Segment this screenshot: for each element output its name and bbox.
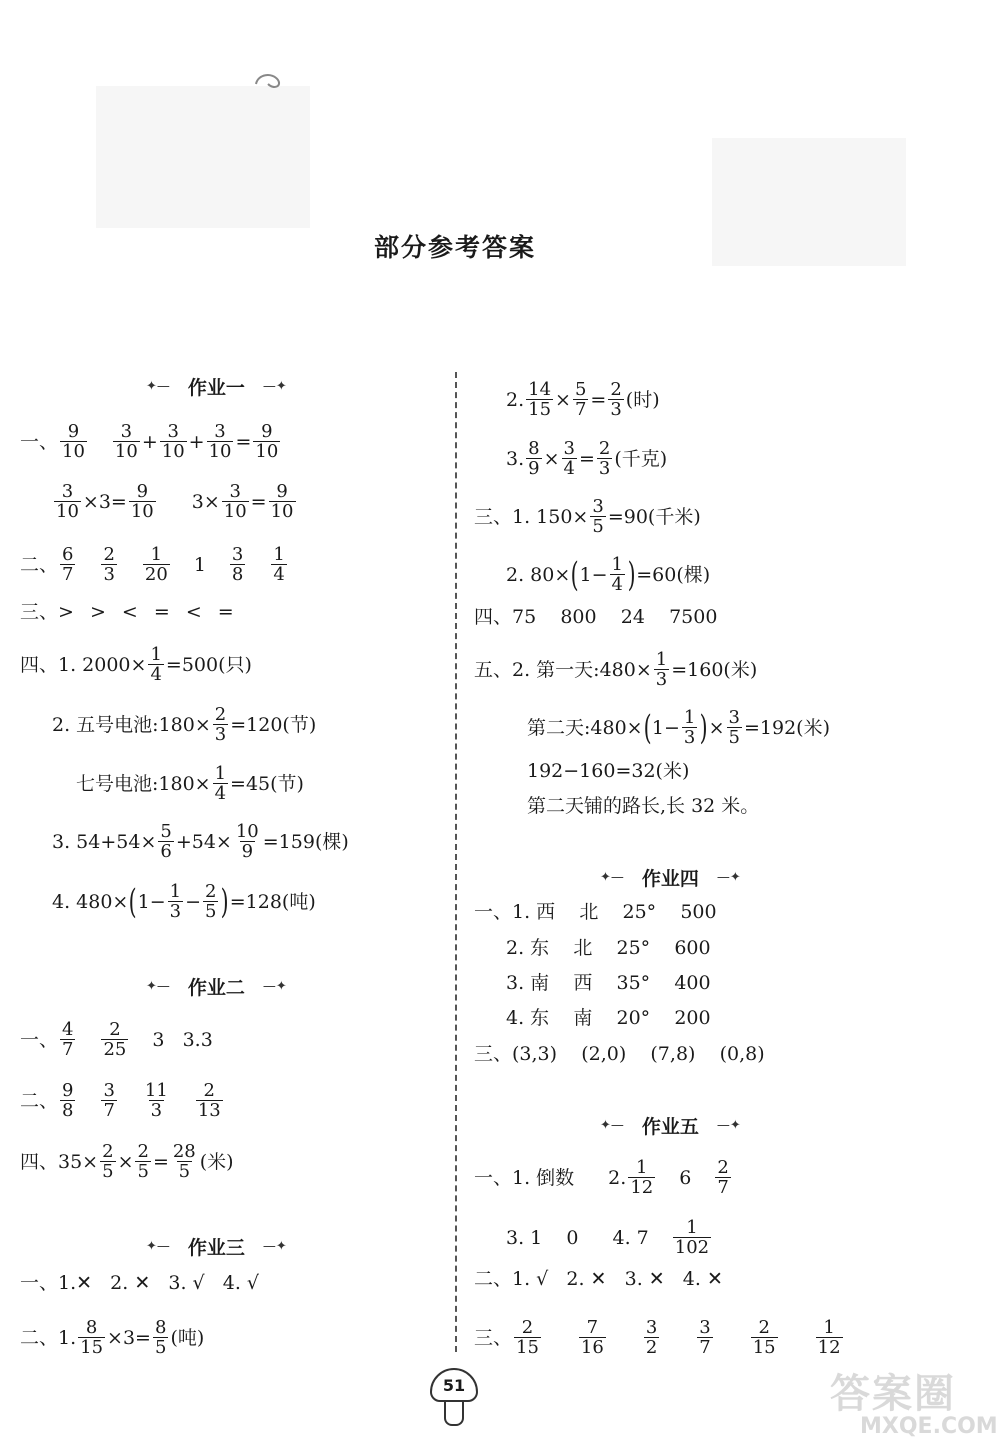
answer-line bbox=[52, 705, 316, 744]
fraction bbox=[213, 764, 228, 803]
denominator: 4 bbox=[214, 783, 227, 804]
expression-text: =45(节) bbox=[230, 772, 304, 795]
answer-line bbox=[474, 1158, 733, 1197]
label: 二、 bbox=[20, 1089, 59, 1112]
ornament-icon: ✦— bbox=[600, 1118, 624, 1133]
expression-text: = bbox=[152, 1150, 169, 1173]
numerator: 4 bbox=[62, 1019, 74, 1040]
denominator: 3 bbox=[610, 399, 622, 420]
fraction bbox=[816, 1318, 843, 1357]
paren-close: ) bbox=[221, 881, 230, 922]
numerator: 3 bbox=[229, 481, 241, 502]
denominator: 10 bbox=[130, 501, 154, 522]
answer-line: 第二天铺的路长,长 32 米。 bbox=[527, 795, 760, 817]
numerator: 8 bbox=[528, 438, 540, 459]
fraction bbox=[514, 1318, 541, 1357]
answer-line bbox=[20, 545, 289, 584]
fraction bbox=[590, 497, 605, 536]
fraction bbox=[78, 1318, 105, 1357]
denominator: 3 bbox=[103, 564, 115, 585]
fraction bbox=[100, 1142, 115, 1181]
fraction bbox=[203, 882, 218, 921]
fraction bbox=[234, 822, 261, 861]
watermark-domain: MXQE.COM bbox=[860, 1414, 998, 1439]
fraction bbox=[597, 439, 612, 478]
denominator: 5 bbox=[102, 1161, 114, 1182]
operator: 3× bbox=[191, 490, 220, 513]
answer-line bbox=[20, 1142, 234, 1181]
expression-text: × bbox=[543, 447, 560, 470]
fraction bbox=[573, 380, 588, 419]
denominator: 6 bbox=[160, 841, 172, 862]
answer-line bbox=[506, 439, 667, 478]
value: 1 bbox=[193, 553, 206, 576]
expression-text: =160(米) bbox=[671, 658, 758, 681]
unit: (千克) bbox=[614, 447, 668, 470]
denominator: 15 bbox=[516, 1337, 539, 1358]
fraction bbox=[253, 422, 280, 461]
numerator: 2 bbox=[203, 1080, 215, 1101]
answer-line bbox=[474, 650, 757, 689]
numerator: 3 bbox=[214, 421, 226, 442]
fraction bbox=[101, 1020, 128, 1059]
denominator: 10 bbox=[270, 501, 294, 522]
numerator: 14 bbox=[528, 379, 552, 400]
fraction bbox=[129, 482, 156, 521]
paren-open: ( bbox=[129, 881, 137, 922]
answer-line bbox=[20, 1020, 213, 1059]
numerator: 1 bbox=[214, 763, 227, 784]
fraction bbox=[171, 1142, 198, 1181]
label: 二、 bbox=[20, 553, 59, 576]
numerator: 1 bbox=[273, 544, 285, 565]
paren-open: ( bbox=[570, 554, 579, 595]
denominator: 8 bbox=[231, 564, 244, 585]
expression-text: (米) bbox=[199, 1150, 234, 1173]
denominator: 5 bbox=[178, 1161, 191, 1182]
answer-line bbox=[20, 1318, 204, 1357]
denominator: 10 bbox=[208, 441, 232, 462]
denominator: 4 bbox=[611, 574, 623, 595]
section-title: 作业五 bbox=[641, 1116, 699, 1138]
denominator: 3 bbox=[655, 669, 668, 690]
numerator: 7 bbox=[586, 1317, 599, 1338]
ornament-icon: —✦ bbox=[262, 979, 287, 994]
fraction bbox=[135, 1142, 150, 1181]
expression-text: =159(棵) bbox=[262, 830, 349, 853]
answer-line: 四、75 800 24 7500 bbox=[474, 606, 718, 628]
denominator: 5 bbox=[728, 727, 740, 748]
numerator: 3 bbox=[728, 707, 740, 728]
ornament-icon: —✦ bbox=[262, 1239, 287, 1254]
fraction bbox=[148, 645, 163, 684]
denominator: 20 bbox=[144, 564, 168, 585]
fraction bbox=[230, 545, 245, 584]
denominator: 10 bbox=[161, 441, 185, 462]
expression-text: 一、1. 倒数 bbox=[474, 1166, 575, 1189]
denominator: 9 bbox=[528, 458, 540, 479]
numerator: 1 bbox=[611, 554, 623, 575]
fraction bbox=[113, 422, 140, 461]
expression-text: ×3= bbox=[107, 1326, 151, 1349]
numerator: 10 bbox=[235, 821, 259, 842]
denominator: 5 bbox=[592, 516, 604, 537]
expression-text: =128(吨) bbox=[229, 890, 316, 913]
numerator: 3 bbox=[645, 1317, 658, 1338]
denominator: 10 bbox=[114, 441, 138, 462]
expression-text: × bbox=[117, 1150, 134, 1173]
numerator: 1 bbox=[655, 649, 668, 670]
numerator: 9 bbox=[67, 421, 80, 442]
answer-line bbox=[20, 645, 252, 684]
denominator: 2 bbox=[645, 1337, 658, 1358]
expression-text: =500(只) bbox=[165, 653, 252, 676]
expression-text: 七号电池:180× bbox=[76, 772, 211, 795]
denominator: 7 bbox=[699, 1337, 711, 1358]
expression-text: 二、1. bbox=[20, 1326, 77, 1349]
fraction bbox=[168, 882, 183, 921]
denominator: 3 bbox=[598, 458, 611, 479]
numerator: 2 bbox=[102, 1141, 114, 1162]
answer-line bbox=[474, 1318, 845, 1357]
section-heading bbox=[146, 373, 287, 400]
expression-text: 4. 480× bbox=[52, 890, 129, 913]
label: 三、 bbox=[474, 1326, 513, 1349]
expression-text: × bbox=[708, 716, 725, 739]
denominator: 4 bbox=[150, 664, 162, 685]
denominator: 12 bbox=[630, 1177, 654, 1198]
numerator: 11 bbox=[144, 1080, 168, 1101]
denominator: 9 bbox=[241, 841, 254, 862]
expression-text: × bbox=[555, 388, 571, 411]
denominator: 7 bbox=[62, 1039, 74, 1060]
expression-text: 1− bbox=[651, 716, 680, 739]
denominator: 25 bbox=[103, 1039, 127, 1060]
numerator: 6 bbox=[62, 544, 74, 565]
unit: (时) bbox=[625, 388, 660, 411]
operator: + bbox=[188, 430, 205, 453]
ornament-icon: ✦— bbox=[146, 379, 170, 394]
numerator: 3 bbox=[699, 1317, 711, 1338]
expression-text: 2. 80× bbox=[506, 563, 571, 586]
answer-line bbox=[20, 1081, 225, 1120]
fraction bbox=[143, 1081, 170, 1120]
denominator: 3 bbox=[683, 727, 696, 748]
denominator: 15 bbox=[752, 1337, 776, 1358]
denominator: 10 bbox=[255, 441, 279, 462]
expression-text: 3. 1 0 bbox=[506, 1226, 579, 1249]
fraction bbox=[271, 545, 286, 584]
fraction bbox=[101, 545, 116, 584]
fraction bbox=[196, 1081, 223, 1120]
section-title: 作业二 bbox=[187, 977, 245, 999]
fraction bbox=[751, 1318, 778, 1357]
numerator: 9 bbox=[261, 421, 273, 442]
expression-text: 五、2. 第一天:480× bbox=[474, 658, 652, 681]
answer-line: 二、1. √ 2. ✕ 3. ✕ 4. ✕ bbox=[474, 1268, 723, 1290]
fraction bbox=[526, 439, 541, 478]
numerator: 1 bbox=[150, 544, 163, 565]
fraction bbox=[673, 1218, 711, 1257]
answer-line: 2. 东 北 25° 600 bbox=[506, 937, 711, 959]
numerator: 2 bbox=[109, 1019, 121, 1040]
denominator: 4 bbox=[563, 458, 575, 479]
fraction bbox=[60, 1020, 75, 1059]
denominator: 3 bbox=[150, 1100, 163, 1121]
numerator: 1 bbox=[686, 1217, 698, 1238]
denominator: 3 bbox=[169, 901, 182, 922]
section-title: 作业四 bbox=[641, 868, 699, 890]
section-heading bbox=[600, 1112, 741, 1139]
expression-text: 2. 五号电池:180× bbox=[52, 713, 211, 736]
numerator: 2 bbox=[758, 1317, 770, 1338]
numerator: 3 bbox=[231, 544, 244, 565]
denominator: 8 bbox=[62, 1100, 74, 1121]
numerator: 2 bbox=[717, 1157, 729, 1178]
numerator: 2 bbox=[610, 379, 622, 400]
section-heading bbox=[146, 973, 287, 1000]
operator: + bbox=[141, 430, 158, 453]
expression-text: =192(米) bbox=[743, 716, 830, 739]
fraction bbox=[60, 545, 75, 584]
expression-text: 6 bbox=[679, 1166, 692, 1189]
expression-text: 第二天:480× bbox=[527, 716, 643, 739]
denominator: 5 bbox=[154, 1337, 167, 1358]
numerator: 9 bbox=[136, 481, 149, 502]
fraction bbox=[562, 439, 577, 478]
numerator: 1 bbox=[823, 1317, 835, 1338]
fraction bbox=[727, 708, 742, 747]
paren-close: ) bbox=[699, 707, 708, 748]
answer-line bbox=[506, 380, 660, 419]
denominator: 5 bbox=[137, 1161, 149, 1182]
numerator: 28 bbox=[172, 1141, 196, 1162]
expression-text: 1− bbox=[137, 890, 166, 913]
ornament-icon: ✦— bbox=[146, 1239, 170, 1254]
denominator: 3 bbox=[214, 724, 227, 745]
numerator: 3 bbox=[103, 1080, 115, 1101]
answer-line: 192−160=32(米) bbox=[527, 760, 690, 782]
denominator: 13 bbox=[197, 1100, 221, 1121]
numerator: 8 bbox=[85, 1317, 98, 1338]
numerator: 2 bbox=[205, 881, 217, 902]
denominator: 102 bbox=[674, 1237, 710, 1258]
expression-text: 1− bbox=[579, 563, 608, 586]
answer-line bbox=[506, 555, 710, 594]
operator: ×3= bbox=[82, 490, 127, 513]
section-title: 作业一 bbox=[187, 377, 245, 399]
answer-line bbox=[506, 1218, 713, 1257]
denominator: 7 bbox=[574, 399, 587, 420]
ornament-icon: —✦ bbox=[716, 1118, 741, 1133]
numerator: 2 bbox=[598, 438, 611, 459]
watermark-logo: 答案圈 bbox=[830, 1371, 956, 1417]
fraction bbox=[697, 1318, 712, 1357]
expression-text: 3. 54+54× bbox=[52, 830, 157, 853]
section-title: 作业三 bbox=[187, 1237, 245, 1259]
numerator: 2 bbox=[137, 1141, 149, 1162]
fraction bbox=[60, 1081, 75, 1120]
answer-line: 4. 东 南 20° 200 bbox=[506, 1007, 711, 1029]
section-heading bbox=[146, 1233, 287, 1260]
expression-text: 2. bbox=[506, 388, 525, 411]
expression-text: =120(节) bbox=[230, 713, 317, 736]
answer-line bbox=[76, 764, 304, 803]
answer-line bbox=[527, 708, 830, 747]
expression-text: 四、35× bbox=[20, 1150, 99, 1173]
numerator: 1 bbox=[169, 881, 182, 902]
expression-text: (吨) bbox=[170, 1326, 205, 1349]
denominator: 7 bbox=[62, 564, 74, 585]
page-number-badge bbox=[430, 1368, 478, 1430]
fraction bbox=[213, 705, 228, 744]
expression-text: = bbox=[578, 447, 595, 470]
denominator: 7 bbox=[103, 1100, 115, 1121]
denominator: 15 bbox=[528, 399, 552, 420]
expression-text: =90(千米) bbox=[607, 505, 701, 528]
fraction bbox=[715, 1158, 730, 1197]
fraction bbox=[222, 482, 249, 521]
numerator: 2 bbox=[521, 1317, 534, 1338]
numerator: 3 bbox=[563, 438, 575, 459]
answer-line: 一、1. 西 北 25° 500 bbox=[474, 901, 717, 923]
answer-line bbox=[20, 422, 282, 461]
numerator: 8 bbox=[154, 1317, 167, 1338]
answer-line: 三、> > < = < = bbox=[20, 601, 234, 623]
paren-open: ( bbox=[643, 707, 652, 748]
answer-line: 3. 南 西 35° 400 bbox=[506, 972, 711, 994]
label: 一、 bbox=[20, 430, 59, 453]
denominator: 15 bbox=[80, 1337, 104, 1358]
numerator: 1 bbox=[683, 707, 696, 728]
denominator: 10 bbox=[62, 441, 85, 462]
fraction bbox=[60, 422, 87, 461]
operator: = bbox=[250, 490, 267, 513]
fraction bbox=[269, 482, 296, 521]
section-heading bbox=[600, 864, 741, 891]
numerator: 2 bbox=[103, 544, 115, 565]
denominator: 7 bbox=[717, 1177, 729, 1198]
page-number: 51 bbox=[430, 1368, 478, 1402]
numerator: 3 bbox=[61, 481, 74, 502]
fraction bbox=[207, 422, 234, 461]
answer-line bbox=[52, 482, 298, 521]
fraction bbox=[608, 380, 623, 419]
fraction bbox=[101, 1081, 116, 1120]
expression-text: 3. bbox=[506, 447, 525, 470]
mushroom-stem-icon bbox=[444, 1400, 464, 1426]
ornament-icon: ✦— bbox=[600, 870, 624, 885]
fraction bbox=[526, 380, 553, 419]
numerator: 3 bbox=[120, 421, 133, 442]
numerator: 2 bbox=[214, 704, 227, 725]
expression-text: 4. 7 bbox=[612, 1226, 649, 1249]
scan-artifact bbox=[96, 86, 310, 228]
numerator: 9 bbox=[62, 1080, 74, 1101]
expression-text: 四、1. 2000× bbox=[20, 653, 147, 676]
numerator: 5 bbox=[160, 821, 172, 842]
ornament-icon: —✦ bbox=[716, 870, 741, 885]
column-divider bbox=[455, 372, 457, 1352]
fraction bbox=[54, 482, 81, 521]
paren-close: ) bbox=[627, 554, 636, 595]
expression-text: − bbox=[185, 890, 202, 913]
fraction bbox=[654, 650, 669, 689]
denominator: 16 bbox=[580, 1337, 604, 1358]
numerator: 1 bbox=[150, 644, 162, 665]
denominator: 12 bbox=[817, 1337, 841, 1358]
answer-line bbox=[52, 822, 349, 861]
decoration-icon bbox=[252, 70, 286, 92]
denominator: 10 bbox=[56, 501, 79, 522]
numerator: 3 bbox=[592, 496, 604, 517]
numerator: 1 bbox=[636, 1157, 648, 1178]
denominator: 10 bbox=[223, 501, 247, 522]
numerator: 9 bbox=[276, 481, 288, 502]
fraction bbox=[610, 555, 625, 594]
operator: = bbox=[235, 430, 252, 453]
fraction bbox=[160, 422, 187, 461]
answer-line: 三、(3,3) (2,0) (7,8) (0,8) bbox=[474, 1043, 765, 1065]
label: 一、 bbox=[20, 1028, 59, 1051]
page-title: 部分参考答案 bbox=[373, 233, 536, 262]
fraction bbox=[644, 1318, 659, 1357]
expression-text: 三、1. 150× bbox=[474, 505, 589, 528]
fraction bbox=[579, 1318, 606, 1357]
numerator: 3 bbox=[167, 421, 179, 442]
fraction bbox=[143, 545, 170, 584]
ornament-icon: ✦— bbox=[146, 979, 170, 994]
expression-text: 2. bbox=[608, 1166, 627, 1189]
numerator: 5 bbox=[574, 379, 587, 400]
answer-line: 一、1.✕ 2. ✕ 3. √ 4. √ bbox=[20, 1272, 260, 1294]
fraction bbox=[158, 822, 173, 861]
expression-text: =60(棵) bbox=[636, 563, 711, 586]
expression-text: = bbox=[590, 388, 607, 411]
answer-line bbox=[52, 882, 316, 921]
fraction bbox=[628, 1158, 655, 1197]
expression-text: 3 3.3 bbox=[152, 1028, 213, 1051]
fraction bbox=[682, 708, 697, 747]
ornament-icon: —✦ bbox=[262, 379, 287, 394]
answer-line bbox=[474, 497, 701, 536]
denominator: 4 bbox=[273, 564, 285, 585]
expression-text: +54× bbox=[175, 830, 232, 853]
denominator: 5 bbox=[205, 901, 217, 922]
fraction bbox=[153, 1318, 168, 1357]
